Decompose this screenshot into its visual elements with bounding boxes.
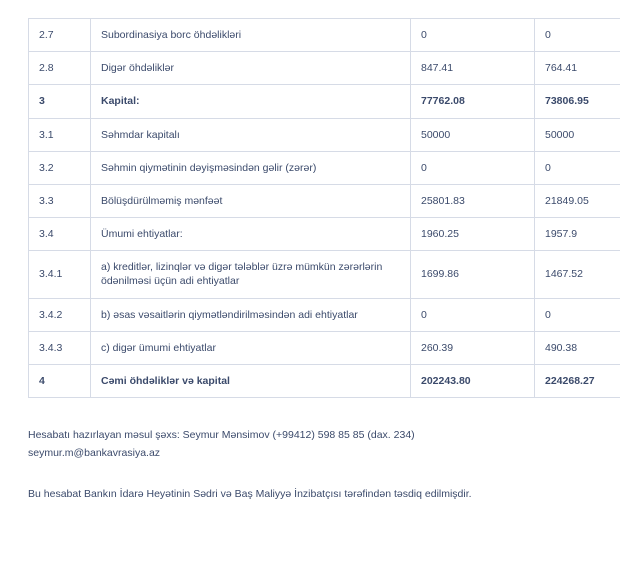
row-value-2: 50000 — [535, 118, 620, 151]
row-name: Cəmi öhdəliklər və kapital — [91, 364, 411, 397]
table-row — [29, 151, 620, 184]
row-code: 4 — [29, 364, 91, 397]
responsible-person-email: seymur.m@bankavrasiya.az — [28, 447, 161, 460]
row-value-2: 490.38 — [535, 331, 620, 364]
row-name: Bölüşdürülməmiş mənfəət — [91, 184, 411, 217]
row-code: 3.4 — [29, 218, 91, 251]
row-value-2: 764.41 — [535, 52, 620, 85]
row-value-1: 1960.25 — [411, 218, 535, 251]
row-code: 2.7 — [29, 19, 91, 52]
table-row-total — [29, 85, 620, 118]
row-value-1: 202243.80 — [411, 364, 535, 397]
table-row — [29, 118, 620, 151]
table-body — [29, 19, 620, 398]
table-row — [29, 298, 620, 331]
row-name: Səhmin qiymətinin dəyişməsindən gəlir (zərər) — [91, 151, 411, 184]
table-row — [29, 218, 620, 251]
table-row — [29, 251, 620, 298]
row-name: Subordinasiya borc öhdəlikləri — [91, 19, 411, 52]
row-name: b) əsas vəsaitlərin qiymətləndirilməsindən adi ehtiyatlar — [91, 298, 411, 331]
row-code: 3.4.3 — [29, 331, 91, 364]
row-code: 3.2 — [29, 151, 91, 184]
row-value-1: 1699.86 — [411, 251, 535, 298]
row-value-1: 77762.08 — [411, 85, 535, 118]
row-name: c) digər ümumi ehtiyatlar — [91, 331, 411, 364]
row-code: 2.8 — [29, 52, 91, 85]
table-row — [29, 184, 620, 217]
row-value-1: 0 — [411, 298, 535, 331]
row-code: 3.1 — [29, 118, 91, 151]
row-value-2: 224268.27 — [535, 364, 620, 397]
row-value-2: 21849.05 — [535, 184, 620, 217]
table-row — [29, 19, 620, 52]
row-value-2: 0 — [535, 151, 620, 184]
table-row-total — [29, 364, 620, 397]
row-value-1: 847.41 — [411, 52, 535, 85]
row-value-1: 25801.83 — [411, 184, 535, 217]
row-code: 3.3 — [29, 184, 91, 217]
report-notes — [28, 426, 592, 503]
balance-sheet-table — [28, 18, 620, 398]
responsible-person-line: Hesabatı hazırlayan məsul şəxs: Seymur Mənsimov (+99412) 598 85 85 (dax. 234) — [28, 429, 415, 442]
row-name: Kapital: — [91, 85, 411, 118]
row-name: Digər öhdəliklər — [91, 52, 411, 85]
row-name: a) kreditlər, lizinqlər və digər tələblər üzrə mümkün zərərlərin ödənilməsi üçün adi ehtiyatlar — [91, 251, 411, 298]
table-row — [29, 52, 620, 85]
row-value-1: 260.39 — [411, 331, 535, 364]
row-value-1: 0 — [411, 19, 535, 52]
row-value-1: 50000 — [411, 118, 535, 151]
row-value-2: 0 — [535, 298, 620, 331]
row-code: 3 — [29, 85, 91, 118]
row-value-2: 73806.95 — [535, 85, 620, 118]
row-name: Ümumi ehtiyatlar: — [91, 218, 411, 251]
row-name: Səhmdar kapitalı — [91, 118, 411, 151]
row-code: 3.4.1 — [29, 251, 91, 298]
row-value-2: 1957.9 — [535, 218, 620, 251]
row-code: 3.4.2 — [29, 298, 91, 331]
approval-statement: Bu hesabat Bankın İdarə Heyətinin Sədri və Baş Maliyyə İnzibatçısı tərəfindən təsdiq edilmişdir. — [28, 487, 472, 500]
table-row — [29, 331, 620, 364]
row-value-2: 0 — [535, 19, 620, 52]
row-value-1: 0 — [411, 151, 535, 184]
row-value-2: 1467.52 — [535, 251, 620, 298]
